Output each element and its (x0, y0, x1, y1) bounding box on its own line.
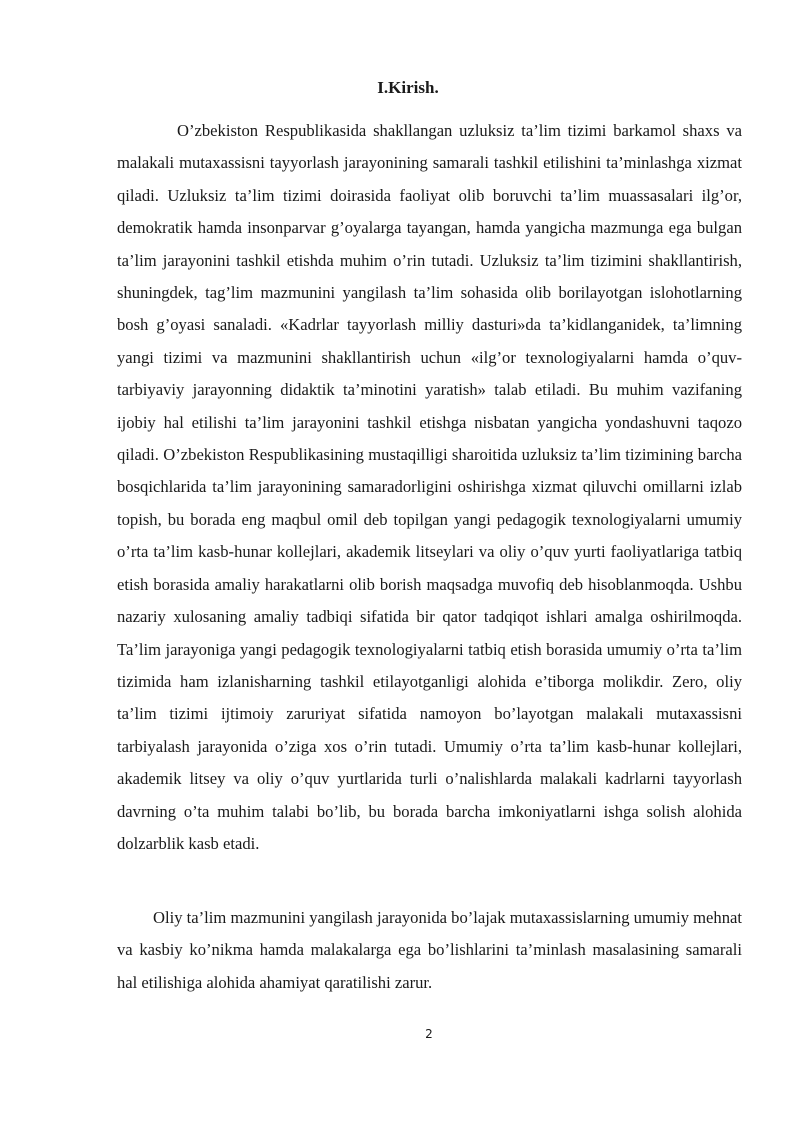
paragraph-intro: O’zbekiston Respublikasida shakllangan uzluksiz ta’lim tizimi barkamol shaxs va malakali mutaxassisni tayyorlash jarayonining samarali tashkil etilishini ta’minlashga xizmat qiladi. Uzluksiz ta’lim tizimi doirasida faoliyat olib boruvchi ta’lim muassasalari ilg’or, demokratik hamda insonparvar g’oyalarga tayangan, hamda yangicha mazmunga ega bulgan ta’lim jarayonini tashkil etishda muhim o’rin tutadi. Uzluksiz ta’lim tizimini shakllantirish, shuningdek, tag’lim mazmunini yangilash ta’lim sohasida olib borilayotgan islohotlarning bosh g’oyasi sanaladi. «Kadrlar tayyorlash milliy dasturi»da ta’kidlanganidek, ta’limning yangi tizimi va mazmunini shakllantirish uchun «ilg’or texnologiyalarni hamda o’quv-tarbiyaviy jarayonning didaktik ta’minotini yaratish» talab etiladi. Bu muhim vazifaning ijobiy hal etilishi ta’lim jarayonini tashkil etishga nisbatan yangicha yondashuvni taqozo qiladi. O’zbekiston Respublikasining mustaqilligi sharoitida uzluksiz ta’lim tizimining barcha bosqichlarida ta’lim jarayonining samaradorligini oshirishga xizmat qiluvchi omillarni izlab topish, bu borada eng maqbul omil deb topilgan yangi pedagogik texnologiyalarni umumiy o’rta ta’lim kasb-hunar kollejlari, akademik litseylari va oliy o’quv yurti faoliyatlariga tatbiq etish borasida amaliy harakatlarni olib borish maqsadga muvofiq deb hisoblanmoqda. Ushbu nazariy xulosaning amaliy tadbiqi sifatida bir qator tadqiqot ishlari amalga oshirilmoqda. Ta’lim jarayoniga yangi pedagogik texnologiyalarni tatbiq etish borasida umumiy o’rta ta’lim tizimida ham izlanisharning tashkil etilayotganligi alohida e’tiborga molikdir. Zero, oliy ta’lim tizimi ijtimoiy zaruriyat sifatida namoyon bo’layotgan malakali mutaxassisni tarbiyalash jarayonida o’ziga xos o’rin tutadi. Umumiy o’rta ta’lim kasb-hunar kollejlari, akademik litsey va oliy o’quv yurtlarida turli o’nalishlarda malakali kadrlarni tayyorlash davrning o’ta muhim talabi bo’lib, bu borada barcha imkoniyatlarni ishga solish alohida dolzarblik kasb etadi. (117, 121, 742, 853)
page-number: 2 (425, 1027, 433, 1041)
paragraph-second: Oliy ta’lim mazmunini yangilash jarayonida bo’lajak mutaxassislarning umumiy mehnat va kasbiy ko’nikma hamda malakalarga ega bo’lishlarini ta’minlash masalasining samarali hal etilishiga alohida ahamiyat qaratilishi zarur. (117, 908, 742, 992)
section-heading: I.Kirish. (377, 78, 439, 97)
